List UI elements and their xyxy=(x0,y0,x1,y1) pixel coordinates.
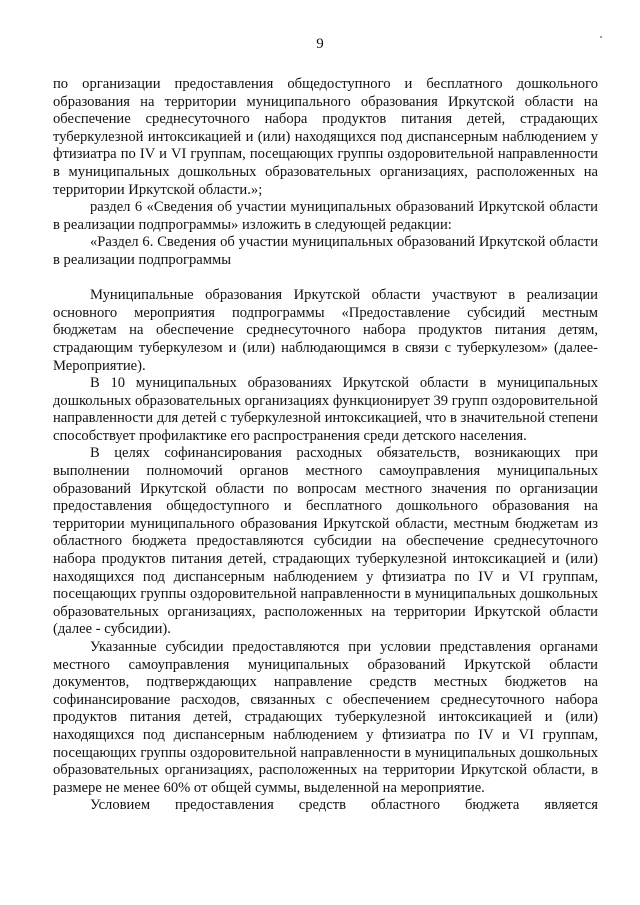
paragraph-condition-start: Условием предоставления средств областного бюджета является xyxy=(90,797,598,814)
paragraph-participation: Муниципальные образования Иркутской области участвуют в реализации основного мероприятия подпрограммы «Предоставление субсидий местным бюджетам на обеспечение среднесуточного набора продуктов питания детям, страдающим туберкулезом и (или) наблюдающимся в связи с туберкулезом» (далее-Мероприятие). xyxy=(53,287,598,374)
paragraph-groups: В 10 муниципальных образованиях Иркутской области в муниципальных дошкольных образовательных организациях функционирует 39 групп оздоровительной направленности для детей с туберкулезной интоксикацией, что в значительной степени способствует профилактике его распространения среди детского населения. xyxy=(53,375,598,444)
paragraph-section-6-instruction: раздел 6 «Сведения об участии муниципальных образований Иркутской области в реализации подпрограммы» изложить в следующей редакции: xyxy=(53,199,598,233)
paragraph-continuation: по организации предоставления общедоступного и бесплатного дошкольного образования на территории муниципального образования Иркутской области на обеспечение среднесуточного набора продуктов питания детей, страдающих туберкулезной интоксикацией и (или) находящихся под диспансерным наблюдением у фтизиатра по IV и VI группам, посещающих группы оздоровительной направленности в муниципальных дошкольных образовательных организациях, расположенных на территории Иркутской области.»; xyxy=(53,76,598,198)
section-6-heading: «Раздел 6. Сведения об участии муниципальных образований Иркутской области в реализации подпрограммы xyxy=(53,234,598,268)
page-number: 9 xyxy=(316,36,324,52)
paragraph-subsidy-conditions: Указанные субсидии предоставляются при условии представления органами местного самоуправления муниципальных образований Иркутской области документов, подтверждающих направление средств местных бюджетов на софинансирование расходов, связанных с обеспечением среднесуточного набора продуктов питания детей, страдающих туберкулезной интоксикацией и (или) находящихся под диспансерным наблюдением у фтизиатра по IV и VI группам, посещающих группы оздоровительной направленности в муниципальных дошкольных образовательных организациях, расположенных на территории Иркутской области, в размере не менее 60% от общей суммы, выделенной на мероприятие. xyxy=(53,639,598,796)
document-body xyxy=(53,76,598,815)
scan-artifact xyxy=(600,36,602,38)
paragraph-cofinancing: В целях софинансирования расходных обязательств, возникающих при выполнении полномочий органов местного самоуправления муниципальных образований Иркутской области по вопросам местного значения по организации предоставления общедоступного и бесплатного дошкольного образования на территории муниципального образования Иркутской области, местным бюджетам из областного бюджета предоставляются субсидии на обеспечение среднесуточного набора продуктов питания детей, страдающих туберкулезной интоксикацией и (или) находящихся под диспансерным наблюдением у фтизиатра по IV и VI группам, посещающих группы оздоровительной направленности в муниципальных дошкольных образовательных организациях, расположенных на территории Иркутской области (далее - субсидии). xyxy=(53,445,598,638)
blank-line xyxy=(53,270,598,288)
